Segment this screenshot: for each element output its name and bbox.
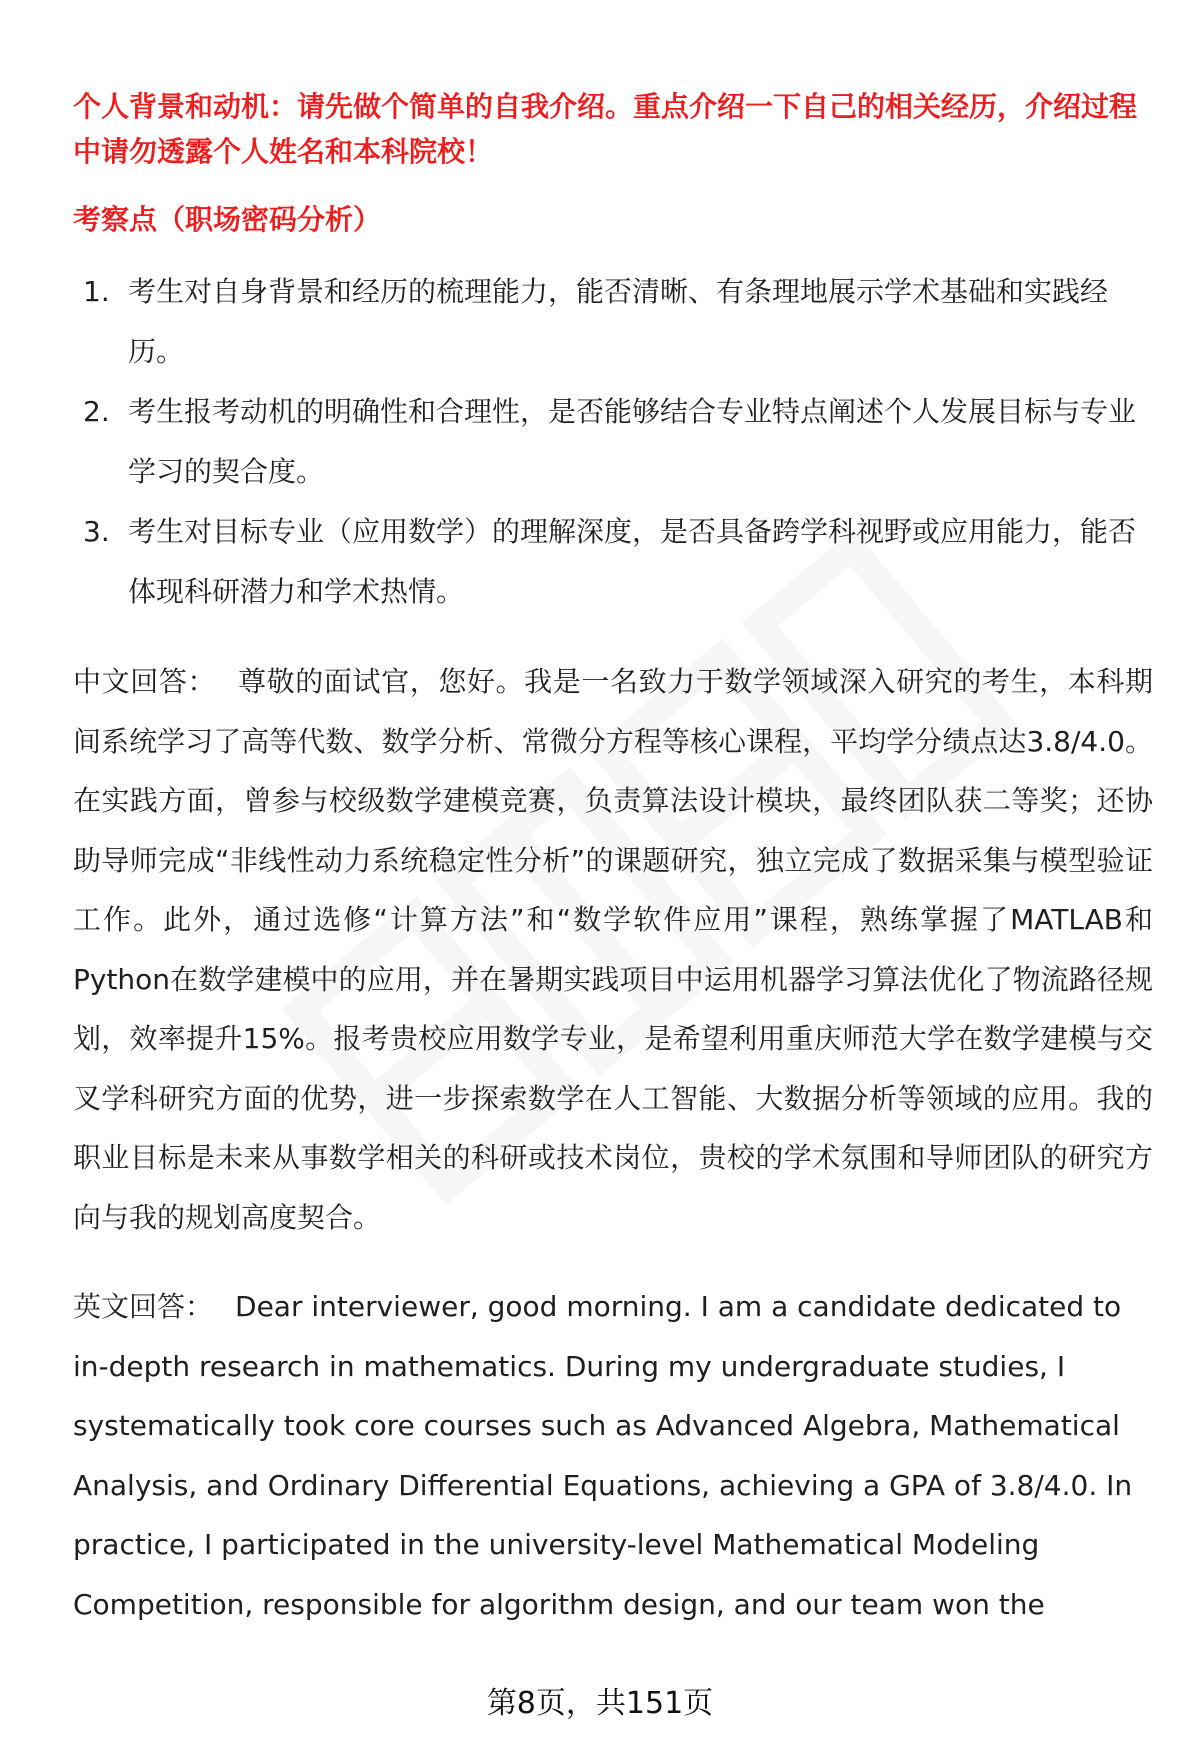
english-answer-label: 英文回答：: [73, 1290, 214, 1323]
list-item-number: 3.: [83, 515, 110, 548]
list-item-text: 考生报考动机的明确性和合理性，是否能够结合专业特点阐述个人发展目标与专业学习的契合度。: [128, 395, 1137, 488]
list-item-number: 2.: [83, 395, 110, 428]
chinese-answer-text: 尊敬的面试官，您好。我是一名致力于数学领域深入研究的考生，本科期间系统学习了高等代数、数学分析、常微分方程等核心课程，平均学分绩点达3.8/4.0。在实践方面，曾参与校级数学建模竞赛，负责算法设计模块，最终团队获二等奖；还协助导师完成“非线性动力系统稳定性分析”的课题研究，独立完成了数据采集与模型验证工作。此外，通过选修“计算方法”和“数学软件应用”课程，熟练掌握了MATLAB和Python在数学建模中的应用，并在暑期实践项目中运用机器学习算法优化了物流路径规划，效率提升15%。报考贵校应用数学专业，是希望利用重庆师范大学在数学建模与交叉学科研究方面的优势，进一步探索数学在人工智能、大数据分析等领域的应用。我的职业目标是未来从事数学相关的科研或技术岗位，贵校的学术氛围和导师团队的研究方向与我的规划高度契合。: [73, 665, 1153, 1234]
assessment-points-list: [73, 262, 1153, 622]
assessment-title: 考察点（职场密码分析）: [73, 203, 382, 236]
english-answer-paragraph: [73, 1277, 1153, 1634]
list-item-number: 1.: [83, 275, 110, 308]
chinese-answer-paragraph: [73, 652, 1153, 1247]
list-item-text: 考生对目标专业（应用数学）的理解深度，是否具备跨学科视野或应用能力，能否体现科研潜力和学术热情。: [128, 515, 1137, 608]
english-answer-text: Dear interviewer, good morning. I am a candidate dedicated to in-depth research in mathematics. During my undergraduate studies, I systematically took core courses such as Advanced Algebra, Mathematical Analysis, and Ordinary Differential Equations, achieving a GPA of 3.8/4.0. In practice, I participated in the university-level Mathematical Modeling Competition, responsible for algorithm design, and our team won the: [73, 1290, 1133, 1621]
list-item: [73, 502, 1153, 622]
list-item-text: 考生对自身背景和经历的梳理能力，能否清晰、有条理地展示学术基础和实践经历。: [128, 275, 1109, 368]
page-indicator: 第8页，共151页: [486, 1686, 714, 1721]
list-item: [73, 262, 1153, 382]
question-prompt: 个人背景和动机：请先做个简单的自我介绍。重点介绍一下自己的相关经历，介绍过程中请勿透露个人姓名和本科院校！: [73, 90, 1138, 168]
list-item: [73, 382, 1153, 502]
document-page: [73, 84, 1153, 1634]
chinese-answer-label: 中文回答：: [73, 665, 217, 698]
